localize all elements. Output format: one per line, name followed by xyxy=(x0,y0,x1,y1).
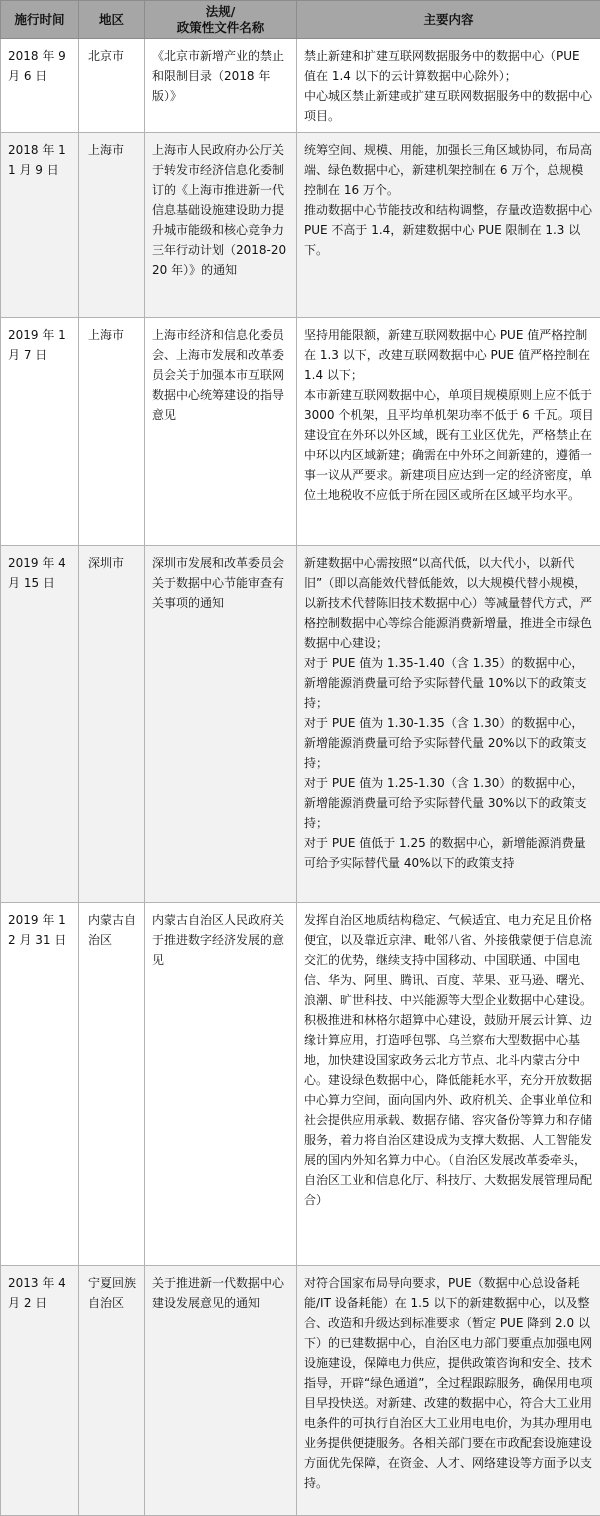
row-region: 深圳市 xyxy=(79,546,145,903)
header-document-line2: 政策性文件名称 xyxy=(149,20,292,36)
row-content xyxy=(297,39,600,133)
row-content xyxy=(297,903,600,1266)
row-content xyxy=(297,546,600,903)
content-paragraph: 新建数据中心需按照“以高代低，以大代小，以新代旧”（即以高能效代替低能效，以大规模代替小规模，以新技术代替陈旧技术数据中心）等减量替代方式，严格控制数据中心等综合能源消费新增量，推进全市绿色数据中心建设； xyxy=(304,553,594,653)
row-date: 2019 年 12 月 31 日 xyxy=(1,903,79,1266)
row-document: 深圳市发展和改革委员会关于数据中心节能审查有关事项的通知 xyxy=(145,546,297,903)
row-document: 《北京市新增产业的禁止和限制目录（2018 年版）》 xyxy=(145,39,297,133)
header-date: 施行时间 xyxy=(1,1,79,39)
row-content xyxy=(297,1266,600,1516)
row-content xyxy=(297,133,600,318)
content-paragraph: 发挥自治区地质结构稳定、气候适宜、电力充足且价格便宜，以及靠近京津、毗邻八省、外接俄蒙便于信息流交汇的优势，继续支持中国移动、中国联通、中国电信、华为、阿里、腾讯、百度、苹果、亚马逊、曙光、浪潮、旷世科技、中兴能源等大型企业数据中心建设。 xyxy=(304,910,594,1010)
content-paragraph: 推动数据中心节能技改和结构调整，存量改造数据中心 PUE 不高于 1.4，新建数据中心 PUE 限制在 1.3 以下。 xyxy=(304,200,594,260)
content-paragraph: 积极推进和林格尔超算中心建设，鼓励开展云计算、边缘计算应用，打造呼包鄂、乌兰察布大型数据中心基地，加快建设国家政务云北方节点、北斗内蒙古分中心。建设绿色数据中心，降低能耗水平，充分开放数据中心算力空间，面向国内外、政府机关、企事业单位和社会提供应用承载、数据存储、容灾备份等算力和存储服务，着力将自治区建设成为支撑大数据、人工智能发展的国内外知名算力中心。（自治区发展改革委牵头，自治区工业和信息化厅、科技厅、大数据发展管理局配合） xyxy=(304,1010,594,1210)
header-content: 主要内容 xyxy=(297,1,600,39)
content-paragraph: 对于 PUE 值为 1.25-1.30（含 1.30）的数据中心，新增能源消费量可给予实际替代量 30%以下的政策支持； xyxy=(304,773,594,833)
content-paragraph: 统筹空间、规模、用能，加强长三角区域协同，布局高端、绿色数据中心，新建机架控制在 6 万个，总规模控制在 16 万个。 xyxy=(304,140,594,200)
content-paragraph: 坚持用能限额，新建互联网数据中心 PUE 值严格控制在 1.3 以下，改建互联网数据中心 PUE 值严格控制在 1.4 以下； xyxy=(304,325,594,385)
table-row xyxy=(1,903,600,1266)
content-paragraph: 中心城区禁止新建或扩建互联网数据服务中的数据中心项目。 xyxy=(304,86,594,126)
row-date: 2019 年 1 月 7 日 xyxy=(1,318,79,546)
content-paragraph: 对于 PUE 值为 1.35-1.40（含 1.35）的数据中心，新增能源消费量可给予实际替代量 10%以下的政策支持； xyxy=(304,653,594,713)
table-row xyxy=(1,546,600,903)
content-paragraph: 对符合国家布局导向要求，PUE（数据中心总设备耗能/IT 设备耗能）在 1.5 以下的新建数据中心，以及整合、改造和升级达到标准要求（暂定 PUE 降到 2.0 以下）的已建数据中心，自治区电力部门要重点加强电网设施建设，保障电力供应，提供政策咨询和安全、技术指导，开辟“绿色通道”，全过程跟踪服务，确保用电项目早投快送。对新建、改建的数据中心，符合大工业用电条件的可执行自治区大工业用电电价，为其办理用电业务提供便捷服务。各相关部门要在市政配套设施建设方面优先保障，在资金、人才、网络建设等方面予以支持。 xyxy=(304,1273,594,1493)
table-row xyxy=(1,39,600,133)
header-document xyxy=(145,1,297,39)
row-date: 2018 年 11 月 9 日 xyxy=(1,133,79,318)
row-region: 北京市 xyxy=(79,39,145,133)
header-region: 地区 xyxy=(79,1,145,39)
row-date: 2018 年 9 月 6 日 xyxy=(1,39,79,133)
table-row xyxy=(1,1266,600,1516)
row-region: 宁夏回族自治区 xyxy=(79,1266,145,1516)
row-region: 上海市 xyxy=(79,318,145,546)
row-document: 关于推进新一代数据中心建设发展意见的通知 xyxy=(145,1266,297,1516)
header-row xyxy=(1,1,600,39)
content-paragraph: 对于 PUE 值为 1.30-1.35（含 1.30）的数据中心，新增能源消费量可给予实际替代量 20%以下的政策支持； xyxy=(304,713,594,773)
content-paragraph: 对于 PUE 值低于 1.25 的数据中心，新增能源消费量可给予实际替代量 40%以下的政策支持 xyxy=(304,833,594,873)
row-region: 内蒙古自治区 xyxy=(79,903,145,1266)
row-document: 内蒙古自治区人民政府关于推进数字经济发展的意见 xyxy=(145,903,297,1266)
row-region: 上海市 xyxy=(79,133,145,318)
row-date: 2013 年 4 月 2 日 xyxy=(1,1266,79,1516)
content-paragraph: 禁止新建和扩建互联网数据服务中的数据中心（PUE 值在 1.4 以下的云计算数据中心除外）； xyxy=(304,46,594,86)
row-content xyxy=(297,318,600,546)
row-date: 2019 年 4 月 15 日 xyxy=(1,546,79,903)
header-document-line1: 法规/ xyxy=(149,4,292,20)
content-paragraph: 本市新建互联网数据中心，单项目规模原则上应不低于 3000 个机架，且平均单机架功率不低于 6 千瓦。项目建设宜在外环以外区域，既有工业区优先，严格禁止在中环以内区域新建；确需在中外环之间新建的，遵循一事一议从严要求。新建项目应达到一定的经济密度，单位土地税收不应低于所在园区或所在区域平均水平。 xyxy=(304,385,594,505)
table-row xyxy=(1,318,600,546)
table-row xyxy=(1,133,600,318)
row-document: 上海市人民政府办公厅关于转发市经济信息化委制订的《上海市推进新一代信息基础设施建设助力提升城市能级和核心竞争力三年行动计划（2018-2020 年）》的通知 xyxy=(145,133,297,318)
row-document: 上海市经济和信息化委员会、上海市发展和改革委员会关于加强本市互联网数据中心统筹建设的指导意见 xyxy=(145,318,297,546)
